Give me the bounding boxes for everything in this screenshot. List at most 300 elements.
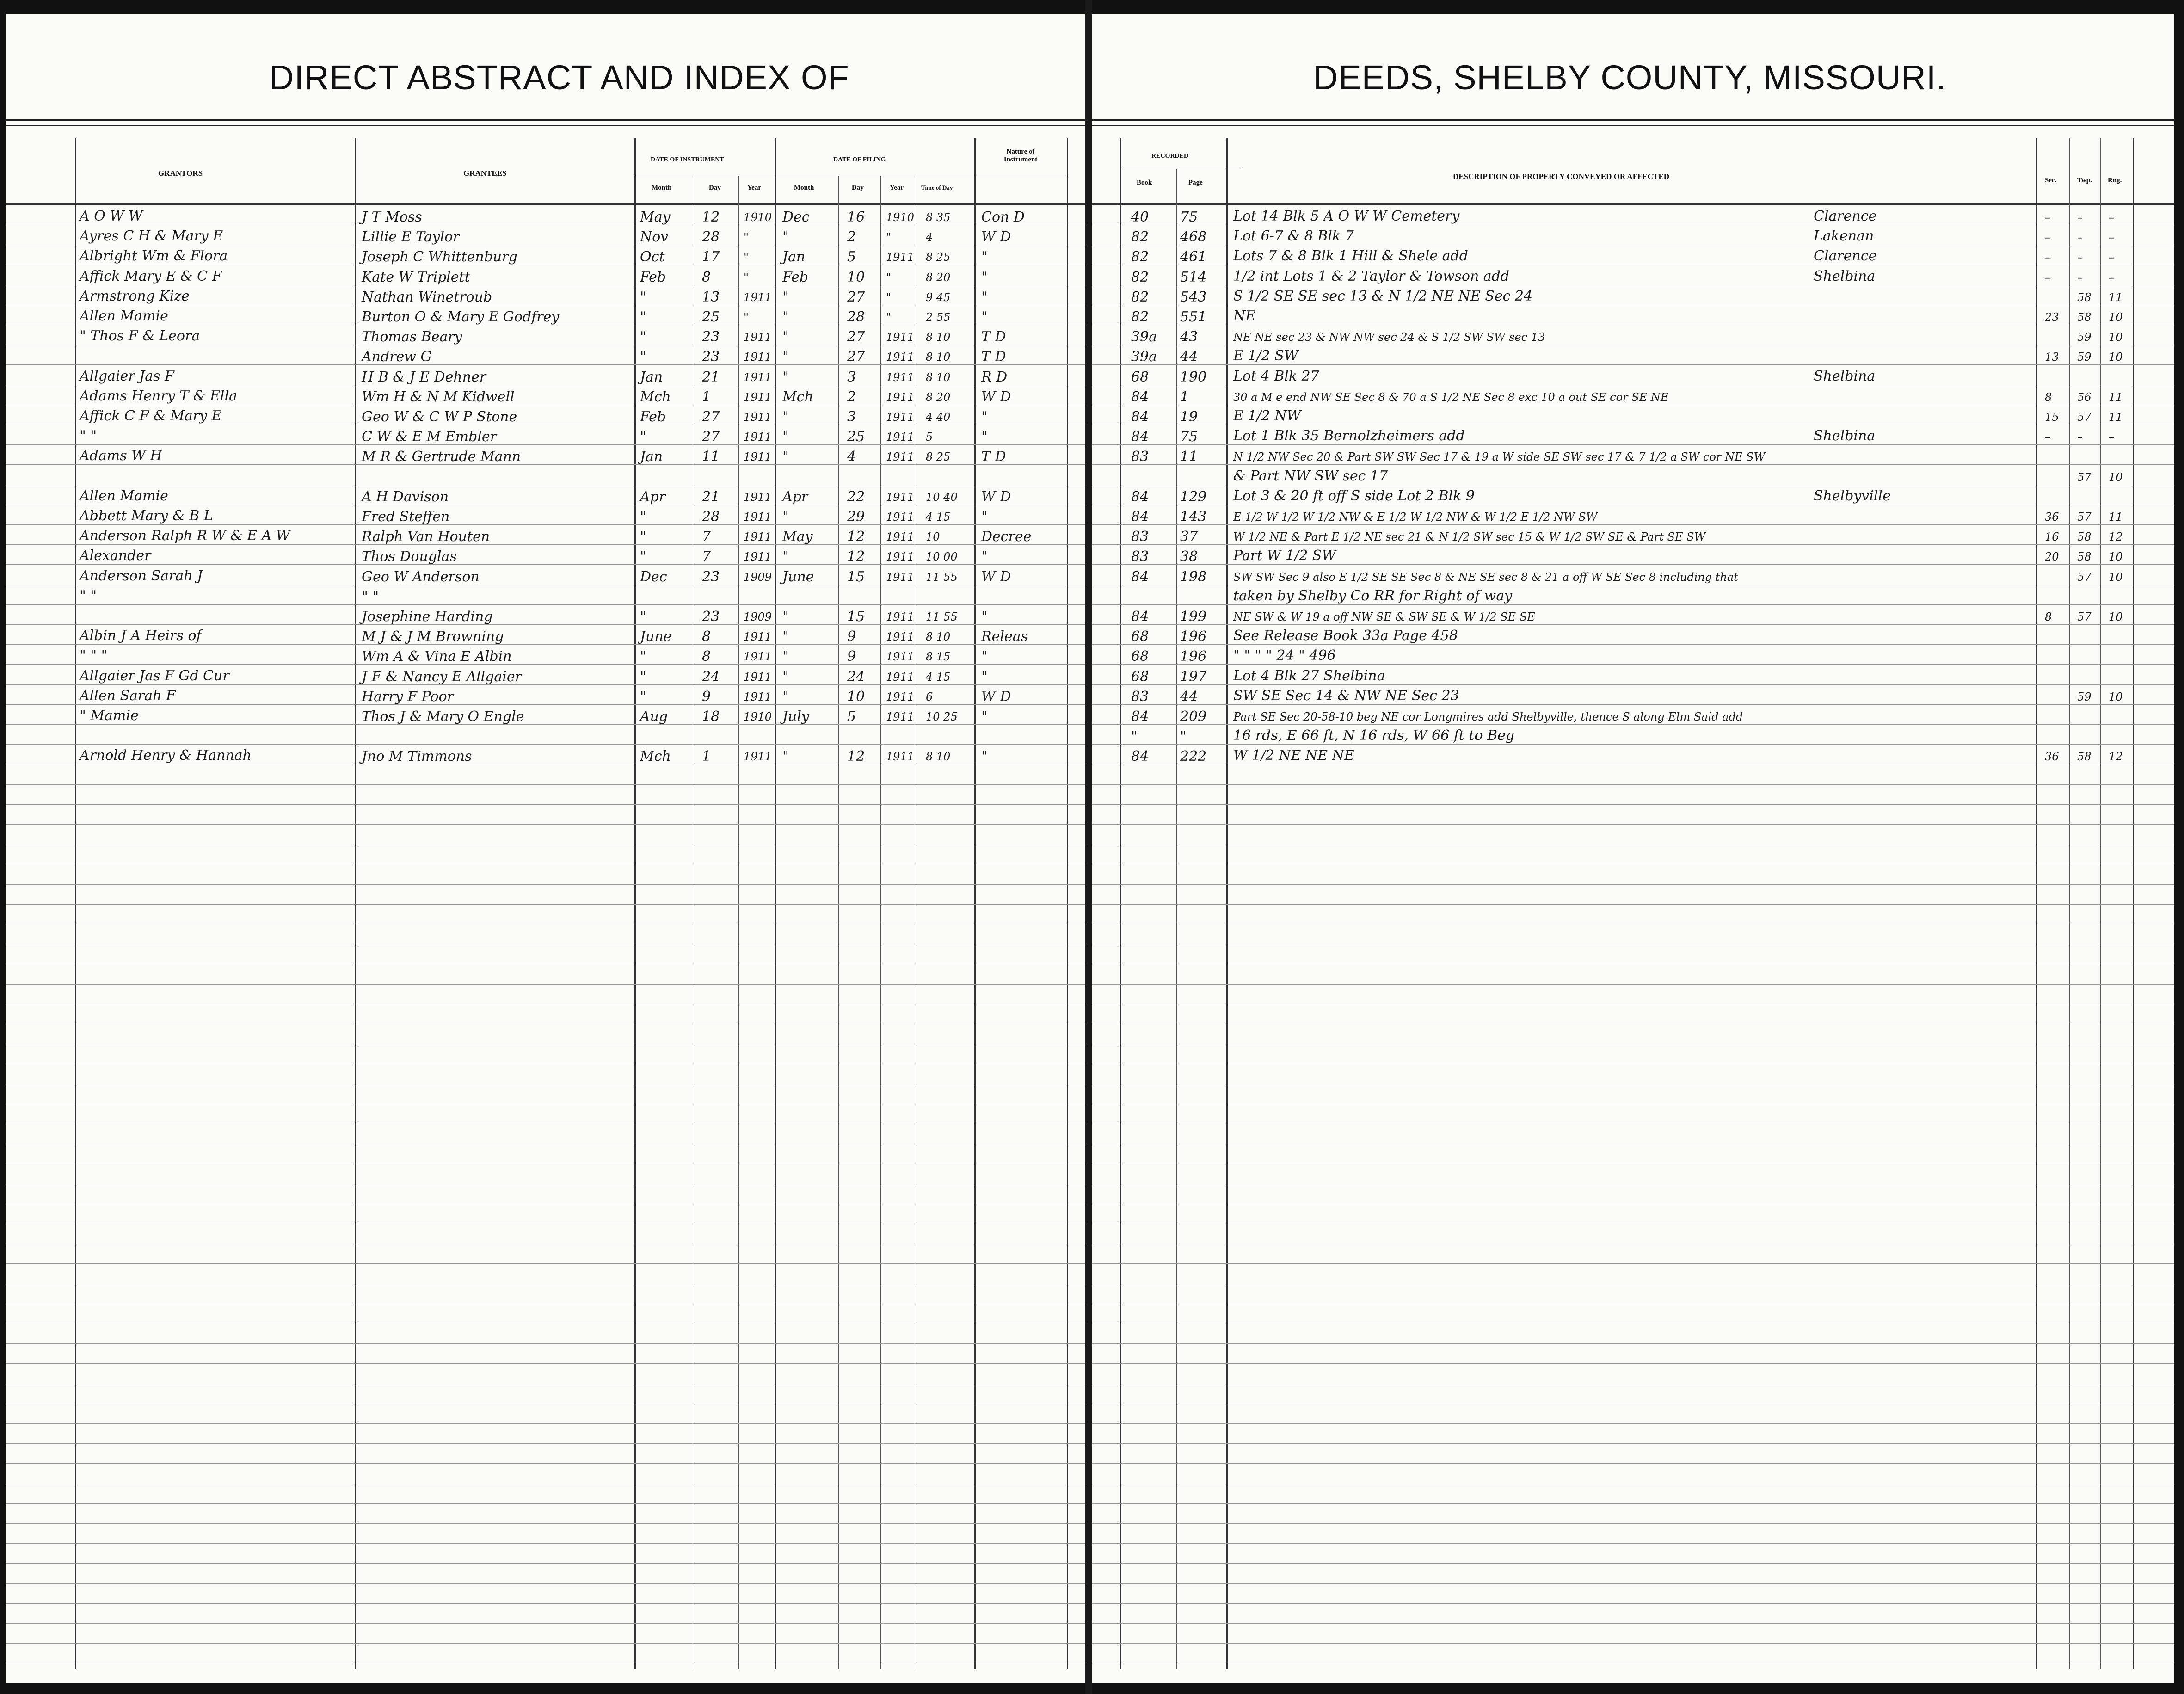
filing-time-cell: 8 10 <box>926 351 951 364</box>
nature-cell: W D <box>981 229 1011 246</box>
recorded-header: RECORDED <box>1151 153 1189 160</box>
rng-cell: – <box>2109 211 2114 224</box>
sec-cell: 23 <box>2045 311 2059 324</box>
header-rule-second <box>6 125 1085 126</box>
page-cell: 1 <box>1180 388 1189 405</box>
description-cell: Lot 4 Blk 27 Shelbina <box>1233 667 1385 684</box>
nature-cell: " <box>981 409 988 425</box>
ledger-line <box>6 1343 1085 1344</box>
instrument-day-cell: 24 <box>702 668 720 685</box>
filing-day-cell: 22 <box>847 488 865 505</box>
left-page-title: DIRECT ABSTRACT AND INDEX OF <box>269 58 849 97</box>
filing-day-cell: 10 <box>847 269 865 285</box>
instrument-month-cell: Aug <box>640 708 668 725</box>
description-cell: & Part NW SW sec 17 <box>1233 468 1388 484</box>
town-cell: Shelbyville <box>1814 487 1891 504</box>
grantee-cell: H B & J E Dehner <box>362 369 486 385</box>
instrument-year-cell: 1911 <box>744 331 772 344</box>
filing-month-cell: Jan <box>782 249 806 265</box>
ledger-line <box>6 444 1085 445</box>
filing-day-cell: 27 <box>847 289 865 305</box>
filing-day-cell: 4 <box>847 449 856 465</box>
twp-cell: 59 <box>2077 351 2092 364</box>
nature-cell: " <box>981 269 988 285</box>
filing-year-cell: " <box>886 290 892 304</box>
filing-time-cell: 11 55 <box>926 570 958 584</box>
filing-time-cell: 8 25 <box>926 251 951 264</box>
instrument-day-cell: 11 <box>702 449 720 465</box>
grantee-cell: Andrew G <box>362 349 432 365</box>
description-cell: Part W 1/2 SW <box>1233 548 1336 564</box>
grantor-cell: " Mamie <box>80 708 139 724</box>
instrument-year-cell: 1911 <box>744 511 772 524</box>
sec-cell: 36 <box>2045 511 2059 524</box>
ledger-line <box>1092 664 2174 665</box>
instrument-day-cell: 28 <box>702 229 720 246</box>
grantor-cell: Allgaier Jas F <box>80 368 174 384</box>
book-cell: 84 <box>1131 748 1149 765</box>
instrument-month-cell: Apr <box>640 488 666 505</box>
ledger-line <box>1092 724 2174 725</box>
instrument-year-cell: 1909 <box>744 570 772 584</box>
filing-time-cell: 8 10 <box>926 370 951 384</box>
header-rule-bottom <box>6 203 1085 205</box>
nature-cell: " <box>981 548 988 565</box>
twp-cell: 58 <box>2077 530 2092 544</box>
filing-day-cell: 9 <box>847 648 856 665</box>
filing-year-cell: 1911 <box>886 450 915 464</box>
filing-day-cell: 25 <box>847 429 865 445</box>
instrument-month-cell: " <box>640 329 646 345</box>
column-rule <box>738 176 739 1669</box>
instrument-day-cell: 23 <box>702 609 720 625</box>
book-cell: " <box>1131 728 1138 745</box>
grantees-header: GRANTEES <box>463 169 507 178</box>
ledger-line <box>1092 904 2174 905</box>
filing-day-cell: 12 <box>847 748 865 765</box>
twp-header: Twp. <box>2077 177 2092 184</box>
grantor-cell: Abbett Mary & B L <box>80 508 213 524</box>
filing-time-cell: 8 25 <box>926 450 951 464</box>
town-cell: Shelbina <box>1814 428 1876 444</box>
book-cell: 82 <box>1131 229 1149 246</box>
filing-month-cell: " <box>782 609 789 625</box>
ledger-line <box>6 1463 1085 1464</box>
instrument-year-cell: 1911 <box>744 550 772 564</box>
ledger-line <box>6 984 1085 985</box>
instrument-day-cell: 13 <box>702 289 720 305</box>
book-cell: 84 <box>1131 429 1149 445</box>
grantee-cell: Thos Douglas <box>362 548 457 565</box>
filing-month-cell: " <box>782 668 789 685</box>
twp-cell: 58 <box>2077 550 2092 564</box>
ledger-line <box>6 544 1085 545</box>
filing-day-cell: 3 <box>847 369 856 385</box>
page-cell: 196 <box>1180 628 1207 645</box>
instrument-day-cell: 9 <box>702 688 711 705</box>
ledger-line <box>6 1543 1085 1544</box>
grantee-cell: Lillie E Taylor <box>362 229 460 246</box>
ledger-line <box>1092 824 2174 825</box>
ledger-line <box>6 1503 1085 1504</box>
grantor-cell: " Thos F & Leora <box>80 328 200 345</box>
grantee-cell: Joseph C Whittenburg <box>362 249 517 265</box>
book-cell: 82 <box>1131 289 1149 305</box>
instrument-day-cell: 18 <box>702 708 720 725</box>
sec-cell: 36 <box>2045 750 2059 764</box>
description-cell: NE SW & W 19 a off NW SE & SW SE & W 1/2 SE SE <box>1233 610 1535 623</box>
filing-time-cell: 4 <box>926 231 933 244</box>
instrument-year-cell: 1911 <box>744 690 772 703</box>
description-cell: " " " " 24 " 496 <box>1233 647 1336 664</box>
filing-time-cell: 9 45 <box>926 290 951 304</box>
ledger-line <box>6 724 1085 725</box>
instrument-year-cell: 1911 <box>744 530 772 544</box>
page-cell: 143 <box>1180 509 1207 525</box>
ledger-line <box>1092 1543 2174 1544</box>
page-cell: 461 <box>1180 249 1207 265</box>
instrument-year-cell: 1911 <box>744 290 772 304</box>
grantor-cell: Allgaier Jas F Gd Cur <box>80 667 229 684</box>
book-cell: 84 <box>1131 488 1149 505</box>
ledger-line <box>1092 1263 2174 1264</box>
rng-cell: 12 <box>2109 530 2123 544</box>
filing-year-cell: 1911 <box>886 331 915 344</box>
ledger-line <box>6 1363 1085 1364</box>
nature-cell: " <box>981 309 988 325</box>
filing-year-cell: 1911 <box>886 251 915 264</box>
instrument-month-cell: Dec <box>640 568 667 585</box>
filing-day-cell: 3 <box>847 409 856 425</box>
book-cell: 68 <box>1131 648 1149 665</box>
filing-year-cell: 1910 <box>886 211 915 224</box>
filing-month-cell: Feb <box>782 269 809 285</box>
description-cell: NE <box>1233 308 1256 324</box>
page-cell: 543 <box>1180 289 1207 305</box>
grantor-cell: Arnold Henry & Hannah <box>80 747 252 764</box>
grantor-cell: Affick Mary E & C F <box>80 268 222 284</box>
nature-cell: W D <box>981 568 1011 585</box>
description-cell: See Release Book 33a Page 458 <box>1233 628 1458 644</box>
filing-day-cell: 28 <box>847 309 865 325</box>
instrument-year-cell: 1911 <box>744 490 772 504</box>
filing-month-cell: " <box>782 409 789 425</box>
grantee-cell: Jno M Timmons <box>362 748 472 765</box>
filing-month-cell: " <box>782 648 789 665</box>
description-cell: 1/2 int Lots 1 & 2 Taylor & Towson add <box>1233 268 1510 284</box>
filing-day-cell: 12 <box>847 529 865 545</box>
grantee-cell: A H Davison <box>362 488 449 505</box>
nature-cell: Releas <box>981 628 1028 645</box>
ledger-line <box>1092 704 2174 705</box>
rng-cell: – <box>2109 431 2114 444</box>
instrument-day-cell: 17 <box>702 249 720 265</box>
ledger-line <box>1092 1583 2174 1584</box>
ledger-line <box>6 604 1085 605</box>
filing-year-cell: 1911 <box>886 511 915 524</box>
filing-month-header: Month <box>794 184 814 191</box>
nature-cell: " <box>981 748 988 765</box>
ledger-line <box>6 624 1085 625</box>
grantor-cell: Affick C F & Mary E <box>80 408 222 424</box>
left-page <box>6 14 1085 1683</box>
nature-cell: T D <box>981 329 1006 345</box>
instrument-year-cell: 1909 <box>744 610 772 623</box>
ledger-line <box>6 1563 1085 1564</box>
sec-header: Sec. <box>2045 177 2057 184</box>
instrument-month-cell: " <box>640 309 646 325</box>
instrument-year-cell: " <box>744 251 749 264</box>
column-rule <box>1176 169 1177 1669</box>
nature-header: Nature of Instrument <box>1003 148 1038 163</box>
instrument-day-cell: 8 <box>702 269 711 285</box>
ledger-line <box>1092 884 2174 885</box>
instrument-day-cell: 21 <box>702 488 720 505</box>
description-cell: Lot 4 Blk 27 <box>1233 368 1319 384</box>
ledger-line <box>6 1643 1085 1644</box>
filing-day-cell: 10 <box>847 688 865 705</box>
twp-cell: 56 <box>2077 390 2092 404</box>
ledger-line <box>1092 1523 2174 1524</box>
instrument-day-cell: 8 <box>702 628 711 645</box>
instrument-month-cell: " <box>640 648 646 665</box>
rng-cell: 11 <box>2109 390 2123 404</box>
instrument-year-header: Year <box>747 184 761 191</box>
book-cell: 82 <box>1131 249 1149 265</box>
page-cell: 198 <box>1180 568 1207 585</box>
twp-cell: 58 <box>2077 750 2092 764</box>
instrument-month-cell: Mch <box>640 748 671 765</box>
grantee-cell: Wm H & N M Kidwell <box>362 388 515 405</box>
page-cell: 199 <box>1180 609 1207 625</box>
filing-year-cell: 1911 <box>886 670 915 684</box>
ledger-line <box>1092 644 2174 645</box>
ledger-line <box>1092 624 2174 625</box>
ledger-line <box>1092 684 2174 685</box>
grantor-cell: Allen Sarah F <box>80 687 176 704</box>
instrument-month-cell: " <box>640 349 646 365</box>
rng-cell: – <box>2109 231 2114 244</box>
filing-time-cell: 4 40 <box>926 411 951 424</box>
description-cell: 16 rds, E 66 ft, N 16 rds, W 66 ft to Beg <box>1233 727 1515 744</box>
ledger-line <box>6 824 1085 825</box>
rng-cell: 10 <box>2109 331 2123 344</box>
rng-cell: 10 <box>2109 690 2123 703</box>
instrument-month-cell: Jan <box>640 369 663 385</box>
filing-time-cell: 8 20 <box>926 271 951 284</box>
description-cell: SW SW Sec 9 also E 1/2 SE SE Sec 8 & NE SE sec 8 & 21 a off W SE Sec 8 including that <box>1233 570 1738 584</box>
nature-cell: Decree <box>981 529 1032 545</box>
town-cell: Shelbina <box>1814 268 1876 284</box>
book-cell: 40 <box>1131 209 1149 225</box>
grantee-cell: J T Moss <box>362 209 422 225</box>
filing-month-cell: Dec <box>782 209 810 225</box>
instrument-day-cell: 1 <box>702 748 711 765</box>
grantor-cell: Armstrong Kize <box>80 288 190 304</box>
page-cell: 75 <box>1180 429 1198 445</box>
instrument-day-cell: 8 <box>702 648 711 665</box>
grantor-cell: Adams Henry T & Ella <box>80 388 237 404</box>
page-cell: 11 <box>1180 449 1198 465</box>
ledger-line <box>1092 984 2174 985</box>
instrument-day-cell: 7 <box>702 548 711 565</box>
page-cell: 196 <box>1180 648 1207 665</box>
instrument-month-header: Month <box>652 184 672 191</box>
rng-cell: 10 <box>2109 470 2123 484</box>
filing-month-cell: " <box>782 628 789 645</box>
filing-time-header: Time of Day <box>921 184 953 191</box>
ledger-line <box>1092 1503 2174 1504</box>
instrument-day-cell: 27 <box>702 409 720 425</box>
filing-day-cell: 15 <box>847 609 865 625</box>
book-cell: 84 <box>1131 708 1149 725</box>
filing-month-cell: June <box>782 568 814 585</box>
filing-day-cell: 16 <box>847 209 865 225</box>
filing-year-cell: " <box>886 311 892 324</box>
sec-cell: – <box>2045 251 2050 264</box>
page-cell: 551 <box>1180 309 1207 325</box>
ledger-line <box>6 1263 1085 1264</box>
instrument-day-cell: 1 <box>702 388 711 405</box>
twp-cell: 57 <box>2077 411 2092 424</box>
grantors-header: GRANTORS <box>158 169 203 178</box>
filing-time-cell: 8 15 <box>926 650 951 664</box>
instrument-day-cell: 12 <box>702 209 720 225</box>
description-cell: Lot 1 Blk 35 Bernolzheimers add <box>1233 428 1465 444</box>
town-cell: Clarence <box>1814 248 1877 265</box>
description-cell: Part SE Sec 20-58-10 beg NE cor Longmires add Shelbyville, thence S along Elm Said add <box>1233 710 1743 723</box>
right-page-title: DEEDS, SHELBY COUNTY, MISSOURI. <box>1313 58 1946 97</box>
ledger-line <box>1092 1603 2174 1604</box>
rng-header: Rng. <box>2108 177 2122 184</box>
filing-day-cell: 5 <box>847 249 856 265</box>
instrument-year-cell: 1911 <box>744 411 772 424</box>
grantee-cell: Thos J & Mary O Engle <box>362 708 524 725</box>
instrument-month-cell: " <box>640 429 646 445</box>
nature-cell: " <box>981 668 988 685</box>
rng-cell: 10 <box>2109 550 2123 564</box>
instrument-day-cell: 23 <box>702 329 720 345</box>
instrument-day-cell: 23 <box>702 349 720 365</box>
instrument-month-cell: " <box>640 289 646 305</box>
date-of-filing-header: DATE OF FILING <box>833 156 886 163</box>
book-cell: 82 <box>1131 309 1149 325</box>
instrument-month-cell: Jan <box>640 449 663 465</box>
grantor-cell: Albin J A Heirs of <box>80 628 202 644</box>
sec-cell: – <box>2045 431 2050 444</box>
sec-cell: – <box>2045 211 2050 224</box>
book-cell: 68 <box>1131 628 1149 645</box>
column-rule <box>880 176 881 1669</box>
grantee-cell: Josephine Harding <box>362 609 493 625</box>
rng-cell: 12 <box>2109 750 2123 764</box>
nature-cell: " <box>981 429 988 445</box>
ledger-line <box>6 644 1085 645</box>
date-of-instrument-header: DATE OF INSTRUMENT <box>651 156 724 163</box>
ledger-line <box>1092 1443 2174 1444</box>
ledger-line <box>1092 564 2174 565</box>
ledger-line <box>1092 784 2174 785</box>
book-cell: 68 <box>1131 369 1149 385</box>
ledger-line <box>6 804 1085 805</box>
twp-cell: – <box>2077 231 2083 244</box>
book-cell: 84 <box>1131 409 1149 425</box>
grantor-cell: A O W W <box>80 208 143 224</box>
page-cell: 222 <box>1180 748 1207 765</box>
filing-month-cell: " <box>782 349 789 365</box>
rng-cell: 10 <box>2109 351 2123 364</box>
column-rule <box>838 176 839 1669</box>
description-cell: W 1/2 NE NE NE <box>1233 747 1354 764</box>
header-rule-second <box>1092 125 2174 126</box>
instrument-day-cell: 21 <box>702 369 720 385</box>
instrument-month-cell: " <box>640 668 646 685</box>
page-cell: 44 <box>1180 349 1198 365</box>
filing-time-cell: 10 <box>926 530 940 544</box>
description-cell: NE NE sec 23 & NW NW sec 24 & S 1/2 SW SW sec 13 <box>1233 331 1545 344</box>
twp-cell: – <box>2077 431 2083 444</box>
filing-time-cell: 6 <box>926 690 933 703</box>
instrument-month-cell: May <box>640 209 671 225</box>
grantee-cell: " " <box>362 588 379 605</box>
grantor-cell: Anderson Ralph R W & E A W <box>80 528 290 544</box>
nature-cell: T D <box>981 449 1006 465</box>
filing-time-cell: 5 <box>926 431 933 444</box>
instrument-year-cell: " <box>744 271 749 284</box>
nature-cell: " <box>981 609 988 625</box>
grantor-cell: " " <box>80 428 97 444</box>
grantee-cell: Thomas Beary <box>362 329 462 345</box>
filing-day-cell: 15 <box>847 568 865 585</box>
rng-cell: 11 <box>2109 511 2123 524</box>
book-cell: 83 <box>1131 548 1149 565</box>
filing-day-cell: 2 <box>847 229 856 246</box>
instrument-day-header: Day <box>709 184 721 191</box>
grantor-cell: Albright Wm & Flora <box>80 248 228 265</box>
sec-cell: 8 <box>2045 390 2052 404</box>
filing-year-cell: 1911 <box>886 630 915 644</box>
book-cell: 84 <box>1131 609 1149 625</box>
filing-year-cell: 1911 <box>886 390 915 404</box>
filing-day-cell: 9 <box>847 628 856 645</box>
ledger-line <box>1092 804 2174 805</box>
filing-year-cell: 1911 <box>886 490 915 504</box>
page-cell: 75 <box>1180 209 1198 225</box>
filing-time-cell: 8 10 <box>926 750 951 764</box>
instrument-month-cell: " <box>640 529 646 545</box>
ledger-line <box>6 784 1085 785</box>
filing-year-cell: 1911 <box>886 351 915 364</box>
filing-month-cell: " <box>782 369 789 385</box>
grantee-cell: Ralph Van Houten <box>362 529 490 545</box>
nature-cell: " <box>981 648 988 665</box>
twp-cell: 57 <box>2077 570 2092 584</box>
ledger-line <box>1092 1563 2174 1564</box>
page-cell: " <box>1180 728 1187 745</box>
description-cell: Lot 14 Blk 5 A O W W Cemetery <box>1233 208 1460 224</box>
grantee-cell: J F & Nancy E Allgaier <box>362 668 522 685</box>
ledger-line <box>6 564 1085 565</box>
grantee-cell: M J & J M Browning <box>362 628 504 645</box>
page-cell: 43 <box>1180 329 1198 345</box>
filing-year-cell: 1911 <box>886 710 915 723</box>
page-cell: 44 <box>1180 688 1198 705</box>
filing-month-cell: Mch <box>782 388 813 405</box>
instrument-year-cell: 1911 <box>744 450 772 464</box>
header-rule-top <box>1092 119 2174 121</box>
twp-cell: – <box>2077 271 2083 284</box>
description-cell: N 1/2 NW Sec 20 & Part SW SW Sec 17 & 19 a W side SE SW sec 17 & 7 1/2 a SW cor NE SW <box>1233 450 1766 464</box>
